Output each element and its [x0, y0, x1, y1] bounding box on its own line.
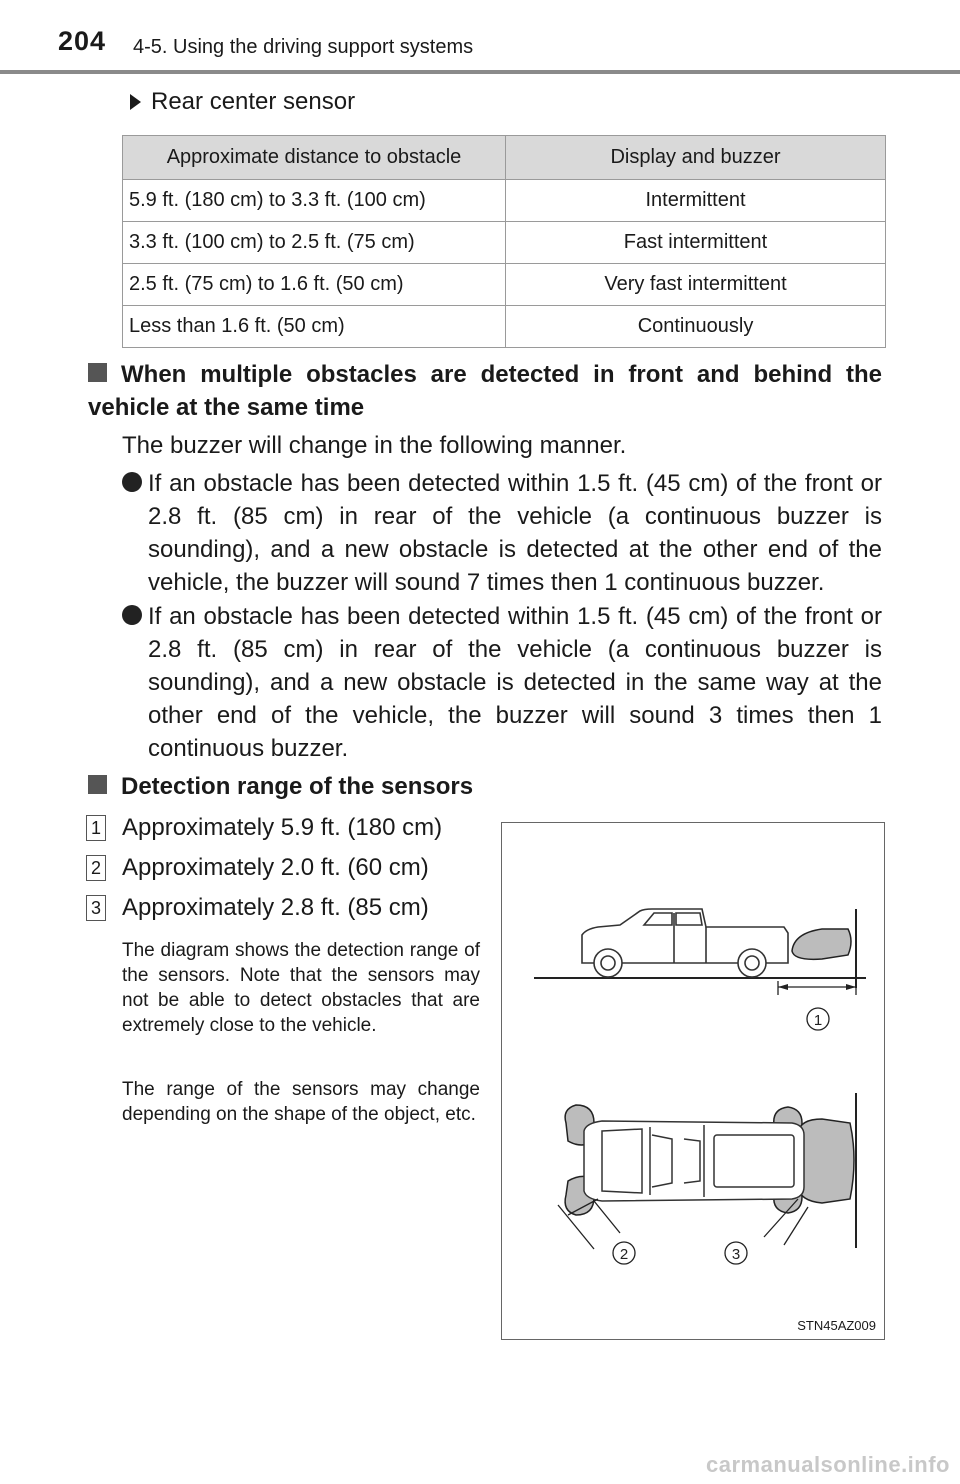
page-number: 204	[58, 26, 107, 56]
table-row	[123, 264, 886, 306]
truck-top-view	[584, 1121, 804, 1201]
diagram-label-2: 2	[619, 1246, 629, 1263]
number-badge: 2	[86, 855, 106, 881]
section-title: 4-5. Using the driving support systems	[133, 36, 474, 58]
distance-cell: 5.9 ft. (180 cm) to 3.3 ft. (100 cm)	[123, 180, 506, 222]
buzzer-cell: Continuously	[506, 306, 886, 348]
header-divider	[0, 70, 960, 74]
table-row	[123, 306, 886, 348]
square-bullet-icon	[88, 363, 107, 382]
rear-detection-zone	[792, 929, 851, 959]
distance-table	[122, 135, 886, 348]
bullet-item	[122, 600, 882, 765]
list-item	[86, 854, 429, 882]
diagram-label-3: 3	[731, 1246, 741, 1263]
multiple-obstacles-intro: The buzzer will change in the following manner.	[122, 432, 627, 459]
table-header-row	[123, 136, 886, 180]
detection-range-heading	[88, 770, 882, 803]
number-badge: 3	[86, 895, 106, 921]
multiple-obstacles-heading-text: When multiple obstacles are detected in front and behind the vehicle at the same time	[88, 361, 882, 421]
distance-cell: Less than 1.6 ft. (50 cm)	[123, 306, 506, 348]
table-row	[123, 222, 886, 264]
diagram-drawing	[502, 823, 886, 1341]
figure-code: STN45AZ009	[797, 1318, 876, 1333]
distance-cell: 3.3 ft. (100 cm) to 2.5 ft. (75 cm)	[123, 222, 506, 264]
detection-range-text: Approximately 5.9 ft. (180 cm)	[122, 814, 443, 841]
truck-side-view	[582, 909, 788, 977]
sensor-range-diagram	[501, 822, 885, 1340]
rear-center-sensor-title	[122, 88, 355, 116]
page-header	[0, 0, 960, 76]
bullet-item	[122, 467, 882, 599]
diagram-label-1: 1	[813, 1012, 823, 1029]
rear-center-sensor-label: Rear center sensor	[151, 88, 356, 115]
buzzer-cell: Fast intermittent	[506, 222, 886, 264]
distance-cell: 2.5 ft. (75 cm) to 1.6 ft. (50 cm)	[123, 264, 506, 306]
bullet-text: If an obstacle has been detected within 1.5 ft. (45 cm) of the front or 2.8 ft. (85 cm) in rear of the vehicle (a continuous buzzer is sounding), and a new obstacle is detected in the same way at the other end of the vehicle, the buzzer will sound 3 times then 1 continuous buzzer.	[148, 603, 882, 762]
number-badge: 1	[86, 815, 106, 841]
buzzer-cell: Intermittent	[506, 180, 886, 222]
list-item	[86, 814, 442, 842]
detection-range-heading-text: Detection range of the sensors	[121, 773, 474, 800]
table-row	[123, 180, 886, 222]
diagram-note: The diagram shows the detection range of the sensors. Note that the sensors may not be able to detect obstacles that are extremely close to the vehicle.	[122, 940, 480, 1036]
triangle-bullet-icon	[130, 94, 141, 110]
range-note: The range of the sensors may change depending on the shape of the object, etc.	[122, 1079, 480, 1125]
detection-range-text: Approximately 2.8 ft. (85 cm)	[122, 894, 429, 921]
square-bullet-icon	[88, 775, 107, 794]
multiple-obstacles-heading	[88, 358, 882, 424]
column-header-display: Display and buzzer	[506, 136, 886, 180]
buzzer-cell: Very fast intermittent	[506, 264, 886, 306]
bullet-dot-icon	[122, 605, 142, 625]
list-item	[86, 894, 429, 922]
column-header-distance: Approximate distance to obstacle	[123, 136, 506, 180]
bullet-text: If an obstacle has been detected within 1.5 ft. (45 cm) of the front or 2.8 ft. (85 cm) in rear of the vehicle (a continuous buzzer is sounding), and a new obstacle is detected at the other end of the vehicle, the buzzer will sound 7 times then 1 continuous buzzer.	[148, 470, 882, 596]
bullet-dot-icon	[122, 472, 142, 492]
watermark: carmanualsonline.info	[706, 1452, 950, 1477]
detection-range-text: Approximately 2.0 ft. (60 cm)	[122, 854, 429, 881]
